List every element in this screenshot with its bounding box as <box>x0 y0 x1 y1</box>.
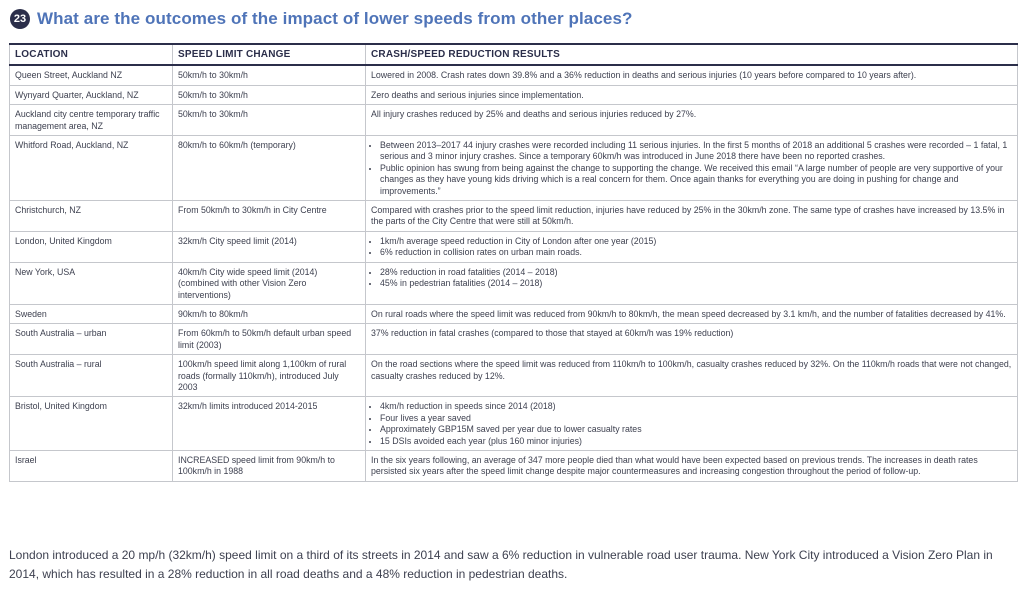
location-cell: Whitford Road, Auckland, NZ <box>10 136 173 201</box>
results-cell: On the road sections where the speed limit was reduced from 110km/h to 100km/h, casualty crashes reduced by 32%. On the 110km/h roads that were not changed, casualty crashes reduced by 12%. <box>366 355 1018 397</box>
results-cell <box>366 136 1018 201</box>
table-row <box>10 397 1018 451</box>
results-list-item: • Public opinion has swung from being against the change to supporting the change. We received this email “A large number of people are very supportive of your changes as they have young kids driving which is a real concern for them. Once again thanks for everything you are doing in pushing for change and improvements.” <box>380 163 1012 197</box>
results-list-item: • 15 DSIs avoided each year (plus 160 minor injuries) <box>380 436 1012 447</box>
table-row <box>10 85 1018 104</box>
section-header <box>10 6 633 32</box>
results-list-item: • Between 2013–2017 44 injury crashes were recorded including 11 serious injuries. In the first 5 months of 2018 an additional 5 crashes were recorded – 1 fatal, 1 serious and 3 minor injury crashes. Since a temporary 60km/h was introduced in June 2018 there have been no reported crashes. <box>380 140 1012 163</box>
results-list-item: • 1km/h average speed reduction in City of London after one year (2015) <box>380 236 1012 247</box>
speed-limit-change-cell: 40km/h City wide speed limit (2014) (combined with other Vision Zero interventions) <box>173 262 366 304</box>
results-list-item: • 28% reduction in road fatalities (2014 – 2018) <box>380 267 1012 278</box>
speed-limit-change-cell: 80km/h to 60km/h (temporary) <box>173 136 366 201</box>
results-cell: 37% reduction in fatal crashes (compared to those that stayed at 60km/h was 19% reduction) <box>366 324 1018 355</box>
table-row <box>10 136 1018 201</box>
results-cell <box>366 397 1018 451</box>
table-header-row <box>10 44 1018 65</box>
results-cell: Zero deaths and serious injuries since implementation. <box>366 85 1018 104</box>
column-header-location: LOCATION <box>10 44 173 65</box>
location-cell: New York, USA <box>10 262 173 304</box>
results-cell: In the six years following, an average of 347 more people died than what would have been expected based on previous trends. The increases in death rates persisted six years after the speed limit change despite major countermeasures and increasing congestion throughout the period of follow-up. <box>366 450 1018 481</box>
speed-limit-change-cell: 32km/h City speed limit (2014) <box>173 231 366 262</box>
location-cell: South Australia – urban <box>10 324 173 355</box>
table-row <box>10 355 1018 397</box>
results-cell <box>366 262 1018 304</box>
results-table-container <box>9 43 1017 482</box>
results-cell: Compared with crashes prior to the speed limit reduction, injuries have reduced by 25% in the 30km/h zone. The same type of crashes have increased by 13.5% in the parts of the City Centre that were still at 50km/h. <box>366 201 1018 232</box>
location-cell: Wynyard Quarter, Auckland, NZ <box>10 85 173 104</box>
table-row <box>10 262 1018 304</box>
table-row <box>10 450 1018 481</box>
results-list-item: • 6% reduction in collision rates on urban main roads. <box>380 247 1012 258</box>
speed-limit-change-cell: 100km/h speed limit along 1,100km of rural roads (formally 110km/h), introduced July 2003 <box>173 355 366 397</box>
speed-limit-change-cell: INCREASED speed limit from 90km/h to 100km/h in 1988 <box>173 450 366 481</box>
table-row <box>10 324 1018 355</box>
location-cell: London, United Kingdom <box>10 231 173 262</box>
speed-limit-change-cell: 90km/h to 80km/h <box>173 304 366 323</box>
results-list-item: • Four lives a year saved <box>380 413 1012 424</box>
table-body <box>10 65 1018 481</box>
speed-limit-change-cell: 50km/h to 30km/h <box>173 105 366 136</box>
location-cell: Sweden <box>10 304 173 323</box>
results-list <box>371 140 1012 197</box>
results-cell: All injury crashes reduced by 25% and deaths and serious injuries reduced by 27%. <box>366 105 1018 136</box>
location-cell: Christchurch, NZ <box>10 201 173 232</box>
location-cell: South Australia – rural <box>10 355 173 397</box>
speed-limit-change-cell: 50km/h to 30km/h <box>173 65 366 85</box>
table-row <box>10 105 1018 136</box>
location-cell: Auckland city centre temporary traffic management area, NZ <box>10 105 173 136</box>
results-list <box>371 236 1012 259</box>
speed-limit-change-cell: 50km/h to 30km/h <box>173 85 366 104</box>
table-row <box>10 231 1018 262</box>
table-row <box>10 201 1018 232</box>
column-header-speed-limit-change: SPEED LIMIT CHANGE <box>173 44 366 65</box>
page-title: What are the outcomes of the impact of lower speeds from other places? <box>37 9 633 28</box>
results-list-item: • 45% in pedestrian fatalities (2014 – 2018) <box>380 278 1012 289</box>
results-cell <box>366 231 1018 262</box>
location-cell: Queen Street, Auckland NZ <box>10 65 173 85</box>
location-cell: Israel <box>10 450 173 481</box>
results-table <box>9 43 1018 482</box>
speed-limit-change-cell: From 60km/h to 50km/h default urban speed limit (2003) <box>173 324 366 355</box>
results-cell: Lowered in 2008. Crash rates down 39.8% and a 36% reduction in deaths and serious injuries (10 years before compared to 10 years after). <box>366 65 1018 85</box>
speed-limit-change-cell: From 50km/h to 30km/h in City Centre <box>173 201 366 232</box>
results-cell: On rural roads where the speed limit was reduced from 90km/h to 80km/h, the mean speed decreased by 3.1 km/h, and the number of fatalities decreased by 41%. <box>366 304 1018 323</box>
location-cell: Bristol, United Kingdom <box>10 397 173 451</box>
results-list <box>371 401 1012 447</box>
results-list-item: • 4km/h reduction in speeds since 2014 (2018) <box>380 401 1012 412</box>
table-row <box>10 65 1018 85</box>
section-number-badge: 23 <box>10 9 30 29</box>
speed-limit-change-cell: 32km/h limits introduced 2014-2015 <box>173 397 366 451</box>
footer-paragraph: London introduced a 20 mp/h (32km/h) speed limit on a third of its streets in 2014 and saw a 6% reduction in vulnerable road user trauma. New York City introduced a Vision Zero Plan in 2014, which has resulted in a 28% reduction in all road deaths and a 48% reduction in pedestrian deaths. <box>9 548 993 581</box>
results-list <box>371 267 1012 290</box>
table-row <box>10 304 1018 323</box>
results-list-item: • Approximately GBP15M saved per year due to lower casualty rates <box>380 424 1012 435</box>
column-header-results: CRASH/SPEED REDUCTION RESULTS <box>366 44 1018 65</box>
